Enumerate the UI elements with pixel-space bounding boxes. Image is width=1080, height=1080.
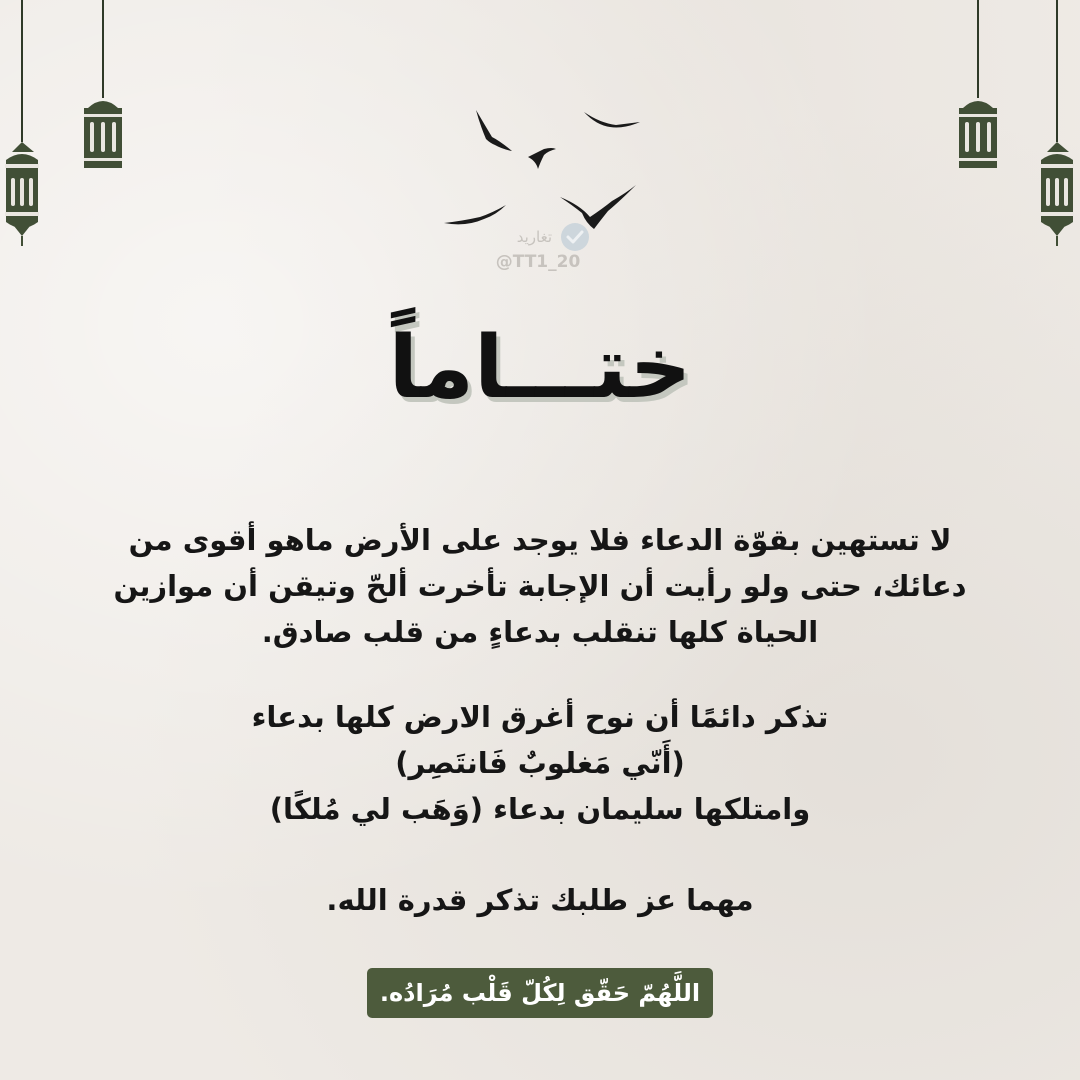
text-line: الحياة كلها تنقلب بدعاءٍ من قلب صادق. [261,615,819,649]
birds-silhouette [440,105,645,235]
lantern-icon [0,0,46,250]
page-title: ختـــاماً [388,318,692,418]
watermark-account-name: تغاريد [516,228,552,246]
text-line: دعائك، حتى ولو رأيت أن الإجابة تأخرت ألحّ وتيقن أن موازين [113,569,967,603]
text-line: مهما عز طلبك تذكر قدرة الله. [326,883,754,917]
text-line: (أَنّي مَغلوبٌ فَانتَصِر) [395,746,685,780]
verified-badge-icon [560,222,590,252]
lantern-icon [1034,0,1080,250]
text-line: تذكر دائمًا أن نوح أغرق الارض كلها بدعاء [251,700,829,734]
lantern-icon [955,0,1001,172]
text-line: وامتلكها سليمان بدعاء (وَهَب لي مُلكًا) [269,792,811,826]
watermark [478,222,598,274]
watermark-handle: @TT1_20 [495,252,581,272]
body-paragraph [60,694,1020,832]
text-line: لا تستهين بقوّة الدعاء فلا يوجد على الأرض ماهو أقوى من [128,523,952,557]
lantern-icon [80,0,126,172]
closing-dua-badge: اللَّهُمّ حَقّق لِكُلّ قَلْب مُرَادُه. [367,968,713,1018]
body-paragraph [60,877,1020,923]
body-paragraph [60,517,1020,655]
